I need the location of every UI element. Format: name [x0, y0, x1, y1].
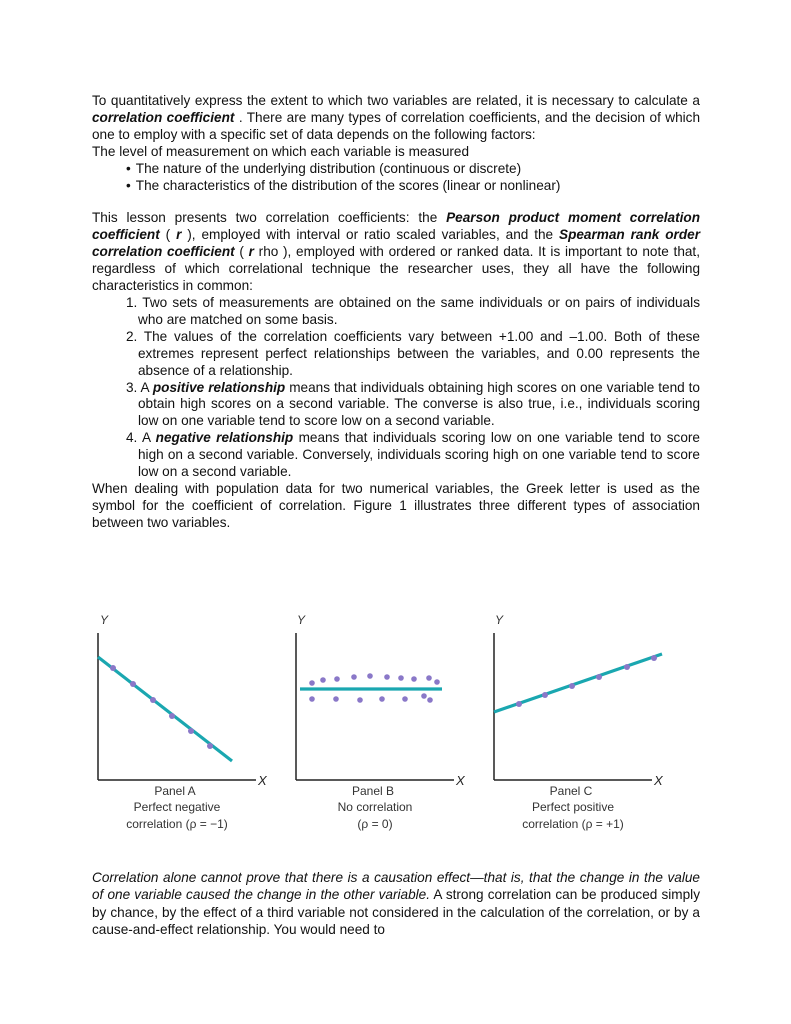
- x-axis-label: X: [456, 773, 465, 788]
- y-axis-label: Y: [100, 613, 109, 627]
- document-body: [92, 93, 700, 532]
- list-item: 1. Two sets of measurements are obtained on the same individuals or on pairs of individuals who are matched on some basis.: [126, 294, 700, 327]
- panel-correlation: (ρ = 0): [357, 817, 393, 831]
- term-correlation-coefficient: correlation coefficient: [92, 109, 235, 125]
- panel-title: Panel C: [549, 784, 593, 798]
- x-axis-label: X: [258, 773, 267, 788]
- bullet-item: • The nature of the underlying distribution (continuous or discrete): [126, 161, 700, 178]
- panel-correlation: correlation (ρ = −1): [126, 817, 228, 831]
- figure-svg: [88, 607, 698, 842]
- panel-a: [98, 613, 268, 831]
- causation-statement: Correlation alone cannot prove that there is a causation effect—that is, that the change in the value of one variable caused the change in the other variable.: [92, 869, 700, 903]
- panel-description: Perfect positive: [531, 800, 615, 814]
- panel-c: [494, 613, 664, 831]
- term-spearman: Spearman rank order correlation coefficient: [92, 227, 700, 260]
- panel-description: No correlation: [337, 800, 413, 814]
- panel-correlation: correlation (ρ = +1): [522, 817, 624, 831]
- panel-title: Panel B: [351, 784, 395, 798]
- panel-description: Perfect negative: [133, 800, 221, 814]
- y-axis-label: Y: [495, 613, 504, 627]
- y-axis-label: Y: [297, 613, 306, 627]
- intro-paragraph: To quantitatively express the extent to which two variables are related, it is necessary to calculate a correlation coefficient . There are many types of correlation coefficients, and the decision of which one to employ with a specific set of data depends on the following factors:: [92, 93, 701, 142]
- factor-bullet-list: [92, 161, 700, 195]
- correlation-figure: [88, 607, 698, 842]
- panel-title: Panel A: [154, 784, 196, 798]
- panel-b: [296, 613, 466, 831]
- lesson-paragraph: This lesson presents two correlation coefficients: the Pearson product moment correlation coefficient ( r ), employed with interval or ratio scaled variables, and the Spearman rank order correlation coefficient ( r rho ), employed with ordered or ranked data. It is important to note that, regardless of which correlational technique the researcher uses, they all have the following characteristics in common:: [92, 210, 701, 294]
- characteristics-list: [92, 295, 700, 481]
- list-item: 3. A positive relationship means that individuals obtaining high scores on one variable tend to obtain high scores on a second variable. The converse is also true, i.e., individuals scoring low on one variable tend to score low on a second variable.: [126, 379, 700, 429]
- factor-level-line: The level of measurement on which each variable is measured: [92, 143, 470, 159]
- term-pearson: Pearson product moment correlation coefficient: [92, 210, 701, 243]
- population-paragraph: When dealing with population data for two numerical variables, the Greek letter is used as the symbol for the coefficient of correlation. Figure 1 illustrates three different types of association between two variables.: [92, 480, 700, 530]
- bullet-item: • The characteristics of the distribution of the scores (linear or nonlinear): [126, 178, 700, 195]
- x-axis-label: X: [654, 773, 663, 788]
- term-negative-relationship: negative relationship: [155, 430, 294, 446]
- list-item: 2. The values of the correlation coefficients vary between +1.00 and –1.00. Both of these extremes represent perfect relationships between the variables, and 0.00 represents the absence of a relationship.: [126, 328, 700, 378]
- closing-paragraph: Correlation alone cannot prove that there is a causation effect—that is, that the change in the value of one variable caused the change in the other variable. A strong correlation can be produced simply by chance, by the effect of a third variable not considered in the calculation of the correlation, or by a cause-and-effect relationship. You would need to: [92, 869, 700, 938]
- list-item: 4. A negative relationship means that individuals scoring low on one variable tend to score high on a second variable. Conversely, individuals scoring high on one variable tend to score low on a second variable.: [126, 430, 700, 480]
- term-positive-relationship: positive relationship: [152, 379, 286, 395]
